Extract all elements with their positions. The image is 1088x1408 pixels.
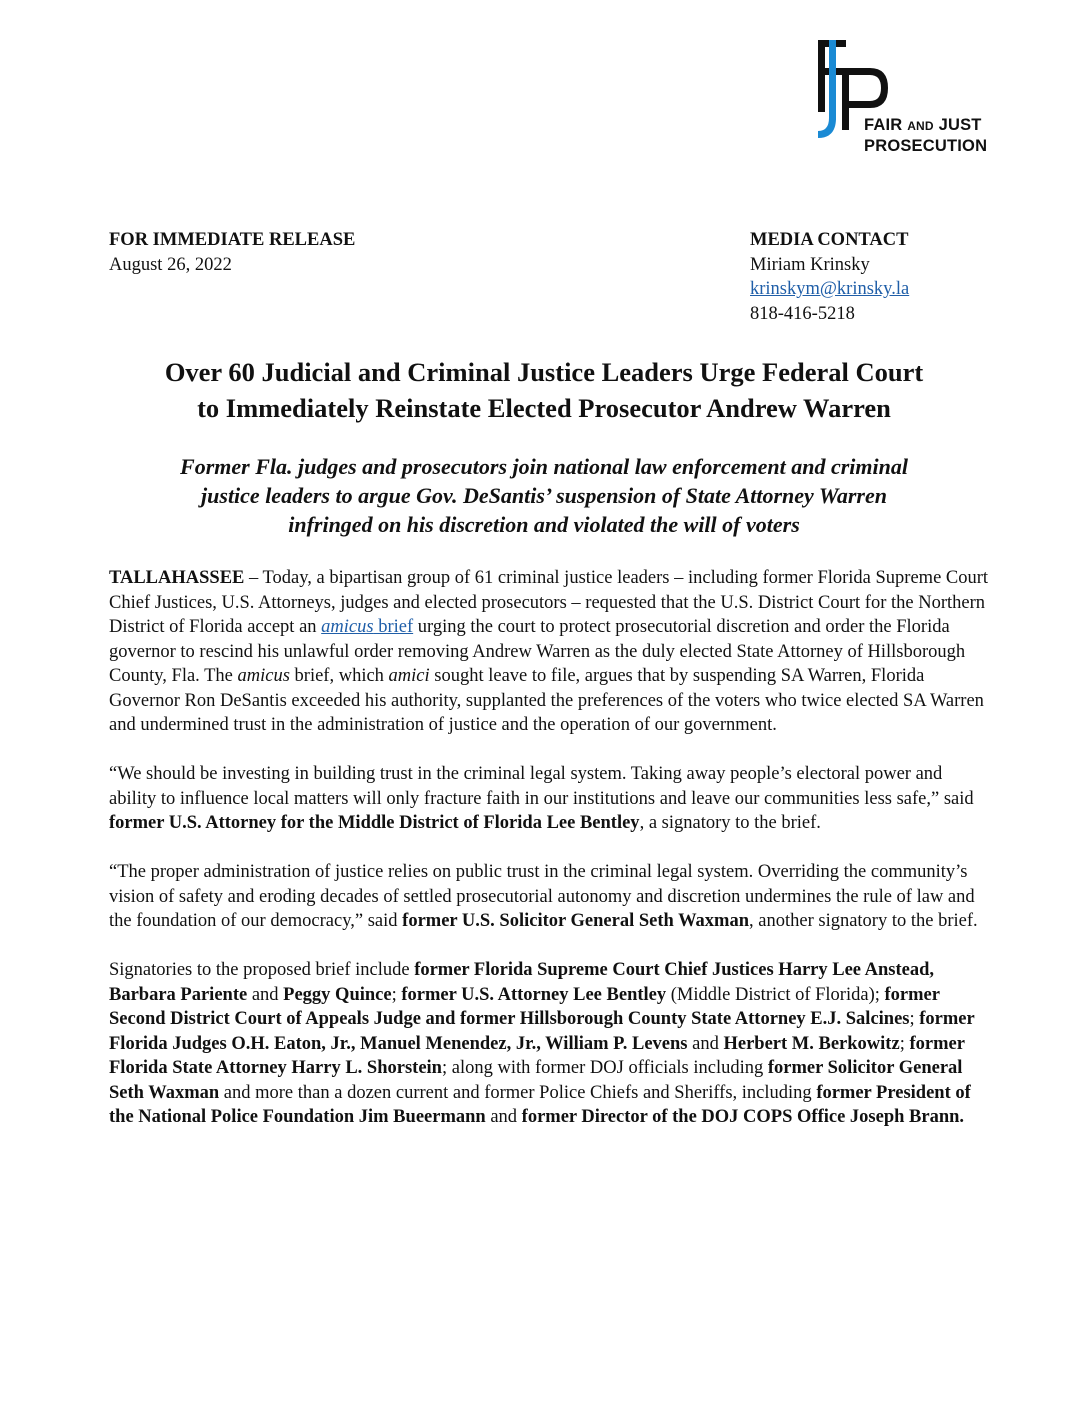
- subheadline-line-2: justice leaders to argue Gov. DeSantis’ suspension of State Attorney Warren: [201, 483, 887, 508]
- text-run: – Today, a bipartisan group of 61 criminal justice leaders – including former Florida Supreme Court Chief Justices, U.S. Attorneys, judges and elected prosecutors – requested that the U.S. District Court for the Northern District of Florida accept an: [109, 568, 989, 637]
- subheadline-line-3: infringed on his discretion and violated the will of voters: [288, 512, 800, 537]
- contact-email-link[interactable]: krinskym@krinsky.la: [750, 279, 910, 299]
- bold-run: former President of the National Police Foundation Jim Bueermann: [109, 1082, 971, 1127]
- bold-run: Herbert M. Berkowitz: [723, 1033, 900, 1054]
- text-run: “We should be investing in building trust in the criminal legal system. Taking away people’s electoral power and ability to influence local matters will only fracture faith in our institutions and leave our communities less safe,” said: [109, 764, 974, 809]
- italic-run: amici: [388, 666, 430, 686]
- fjp-logo: [818, 40, 1028, 162]
- headline-line-2: to Immediately Reinstate Elected Prosecutor Andrew Warren: [197, 393, 891, 423]
- link-italic-text[interactable]: amicus: [321, 617, 374, 637]
- media-contact-label: MEDIA CONTACT: [750, 230, 909, 250]
- subheadline: [90, 452, 998, 539]
- paragraph-waxman-quote: [109, 860, 989, 934]
- bold-run: former U.S. Attorney for the Middle District of Florida Lee Bentley: [109, 813, 640, 833]
- italic-run: amicus: [237, 666, 290, 686]
- bold-run: former Solicitor General Seth Waxman: [109, 1058, 963, 1103]
- text-run: Signatories to the proposed brief include: [109, 960, 415, 980]
- text-run: , another signatory to the brief.: [749, 911, 978, 931]
- bold-run: former U.S. Solicitor General Seth Waxman: [402, 911, 750, 931]
- text-run: (Middle District of Florida);: [666, 984, 885, 1005]
- text-run: ;: [391, 984, 402, 1005]
- logo-wordmark: [864, 115, 987, 156]
- text-run: ;: [899, 1033, 910, 1054]
- release-date: August 26, 2022: [109, 254, 232, 275]
- text-run: and: [247, 984, 284, 1005]
- media-contact: [750, 228, 909, 326]
- bold-run: former Director of the DOJ COPS Office Joseph Brann.: [521, 1107, 965, 1127]
- headline: [60, 354, 1028, 426]
- text-run: sought leave to file, argues that by suspending SA Warren, Florida Governor Ron DeSantis exceeded his authority, supplanted the preferences of the voters who twice elected SA Warren and undermined trust in the administration of justice and the operation of our government.: [109, 666, 984, 735]
- press-release-body: [109, 566, 989, 1154]
- text-run: “The proper administration of justice relies on public trust in the criminal legal system. Overriding the community’s vision of safety and eroding decades of settled prosecutorial autonomy and discretion undermines the rule of law and the foundation of our democracy,” said: [109, 862, 975, 931]
- text-run: , a signatory to the brief.: [639, 813, 821, 833]
- logo-word-fair: FAIR: [864, 116, 903, 134]
- logo-word-and: AND: [907, 119, 934, 133]
- text-run: ;: [909, 1009, 920, 1029]
- contact-phone: 818-416-5218: [750, 303, 855, 324]
- release-info: [109, 228, 355, 277]
- dateline: TALLAHASSEE: [109, 568, 245, 588]
- text-run: and more than a dozen current and former Police Chiefs and Sheriffs, including: [219, 1082, 817, 1103]
- paragraph-intro: [109, 566, 989, 738]
- text-run: urging the court to protect prosecutorial discretion and order the Florida governor to rescind his unlawful order removing Andrew Warren as the duly elected State Attorney of Hillsborough County, Fla. The: [109, 617, 966, 686]
- bold-run: former Florida Supreme Court Chief Justices Harry Lee Anstead, Barbara Pariente: [109, 960, 934, 1005]
- release-label: FOR IMMEDIATE RELEASE: [109, 230, 356, 250]
- bold-run: former Florida Judges O.H. Eaton, Jr., Manuel Menendez, Jr., William P. Levens: [109, 1009, 975, 1054]
- bold-run: former Florida State Attorney Harry L. Shorstein: [109, 1033, 965, 1078]
- headline-line-1: Over 60 Judicial and Criminal Justice Leaders Urge Federal Court: [164, 357, 924, 387]
- paragraph-signatories: [109, 958, 989, 1130]
- link-text[interactable]: brief: [373, 617, 414, 637]
- text-run: ; along with former DOJ officials including: [441, 1058, 768, 1078]
- subheadline-line-1: Former Fla. judges and prosecutors join national law enforcement and criminal: [180, 454, 908, 479]
- logo-word-prosecution: PROSECUTION: [864, 137, 988, 155]
- text-run: brief, which: [289, 666, 389, 686]
- bold-run: former U.S. Attorney Lee Bentley: [401, 984, 667, 1005]
- text-run: and: [485, 1107, 522, 1127]
- paragraph-bentley-quote: [109, 762, 989, 836]
- bold-run: former Second District Court of Appeals Judge and former Hillsborough County State Attorney E.J. Salcines: [109, 984, 940, 1029]
- amicus-brief-link[interactable]: [321, 617, 413, 637]
- bold-run: Peggy Quince: [283, 984, 392, 1005]
- contact-name: Miriam Krinsky: [750, 254, 870, 275]
- logo-word-just: JUST: [938, 116, 982, 134]
- text-run: and: [687, 1033, 724, 1054]
